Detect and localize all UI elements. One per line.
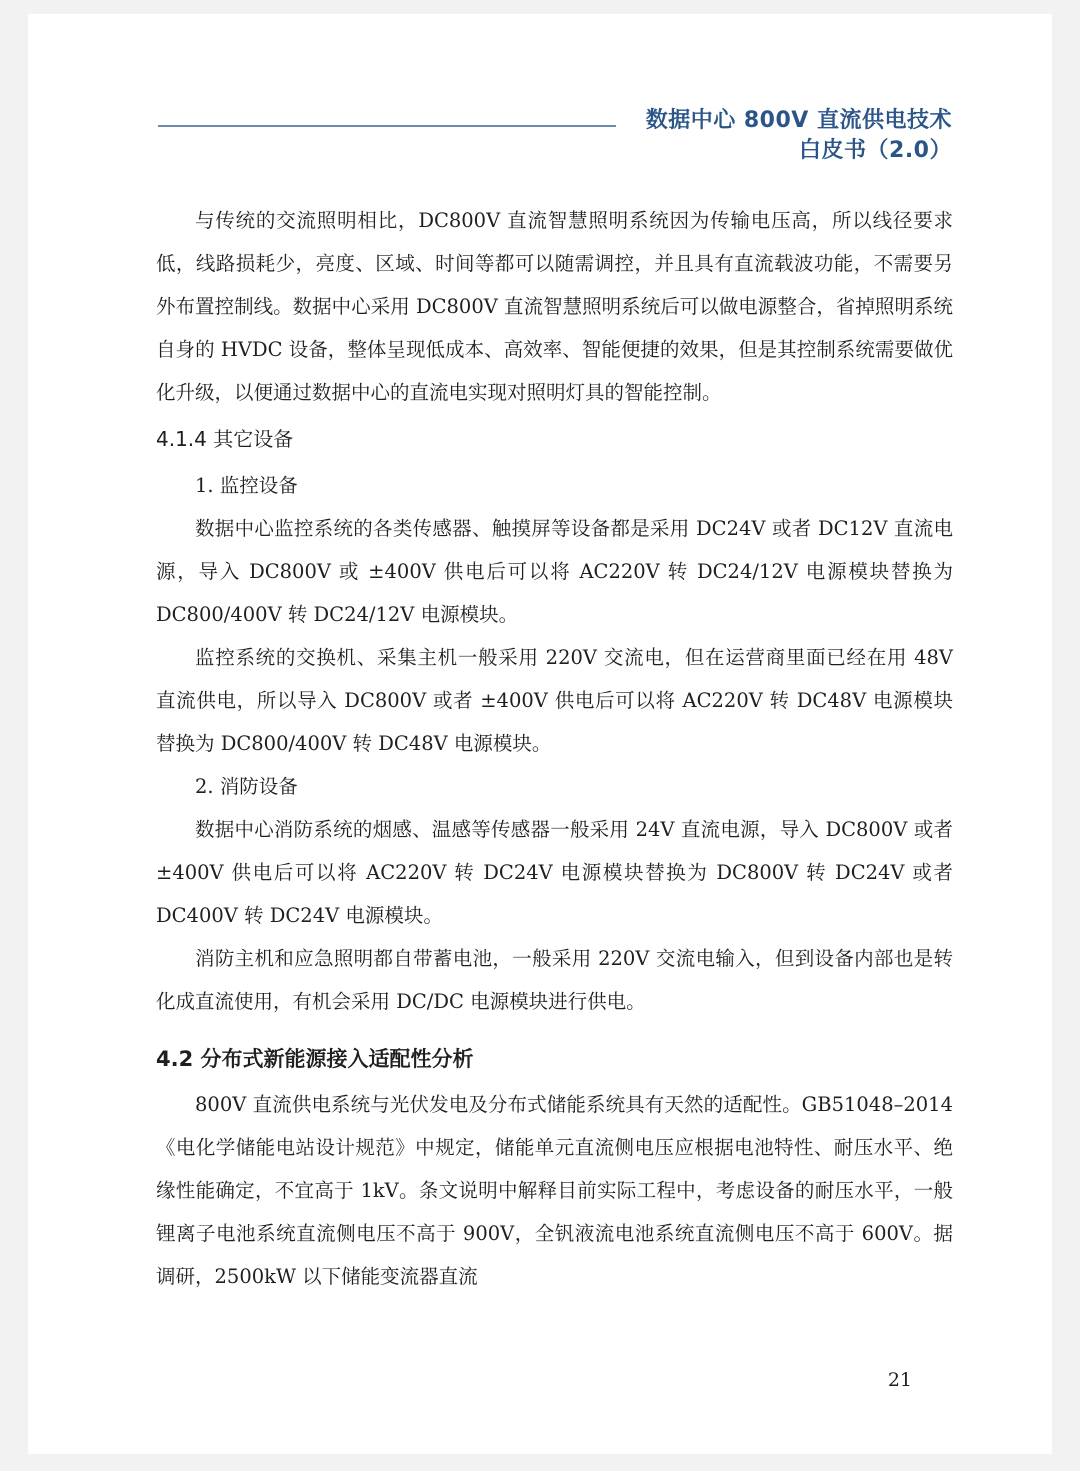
paragraph-fire-sensors: 数据中心消防系统的烟感、温感等传感器一般采用 24V 直流电源，导入 DC800V 或者 ±400V 供电后可以将 AC220V 转 DC24V 电源模块替换为 DC800V 转 DC24V 或者 DC400V 转 DC24V 电源模块。 xyxy=(156,818,953,927)
paragraph-fire-host: 消防主机和应急照明都自带蓄电池，一般采用 220V 交流电输入，但到设备内部也是转化成直流使用，有机会采用 DC/DC 电源模块进行供电。 xyxy=(156,947,953,1013)
header-rule xyxy=(158,125,616,127)
paragraph-lighting: 与传统的交流照明相比，DC800V 直流智慧照明系统因为传输电压高，所以线径要求低，线路损耗少，亮度、区域、时间等都可以随需调控，并且具有直流载波功能，不需要另外布置控制线。数据中心采用 DC800V 直流智慧照明系统后可以做电源整合，省掉照明系统自身的 HVDC 设备，整体呈现低成本、高效率、智能便捷的效果，但是其控制系统需要做优化升级，以便通过数据中心的直流电实现对照明灯具的智能控制。 xyxy=(156,209,953,404)
paragraph-energy-storage: 800V 直流供电系统与光伏发电及分布式储能系统具有天然的适配性。GB51048–2014《电化学储能电站设计规范》中规定，储能单元直流侧电压应根据电池特性、耐压水平、绝缘性能确定，不宜高于 1kV。条文说明中解释目前实际工程中，考虑设备的耐压水平，一般锂离子电池系统直流侧电压不高于 900V，全钒液流电池系统直流侧电压不高于 600V。据调研，2500kW 以下储能变流器直流 xyxy=(156,1093,953,1288)
document-page xyxy=(28,14,1052,1454)
list-item-fire: 2. 消防设备 xyxy=(195,775,298,798)
header-title-line1: 数据中心 800V 直流供电技术 xyxy=(645,108,952,133)
section-heading-4-1-4: 4.1.4 其它设备 xyxy=(156,427,294,451)
page-number: 21 xyxy=(887,1369,912,1391)
header-title xyxy=(646,106,952,166)
section-heading-4-2: 4.2 分布式新能源接入适配性分析 xyxy=(156,1047,474,1071)
paragraph-monitoring-sensors: 数据中心监控系统的各类传感器、触摸屏等设备都是采用 DC24V 或者 DC12V 直流电源，导入 DC800V 或 ±400V 供电后可以将 AC220V 转 DC24/12V 电源模块替换为 DC800/400V 转 DC24/12V 电源模块。 xyxy=(156,517,953,626)
list-item-monitoring: 1. 监控设备 xyxy=(195,474,298,497)
paragraph-monitoring-switches: 监控系统的交换机、采集主机一般采用 220V 交流电，但在运营商里面已经在用 48V 直流供电，所以导入 DC800V 或者 ±400V 供电后可以将 AC220V 转 DC48V 电源模块替换为 DC800/400V 转 DC48V 电源模块。 xyxy=(156,646,953,755)
page-body xyxy=(156,199,953,1298)
header-title-line2: 白皮书（2.0） xyxy=(799,138,952,163)
